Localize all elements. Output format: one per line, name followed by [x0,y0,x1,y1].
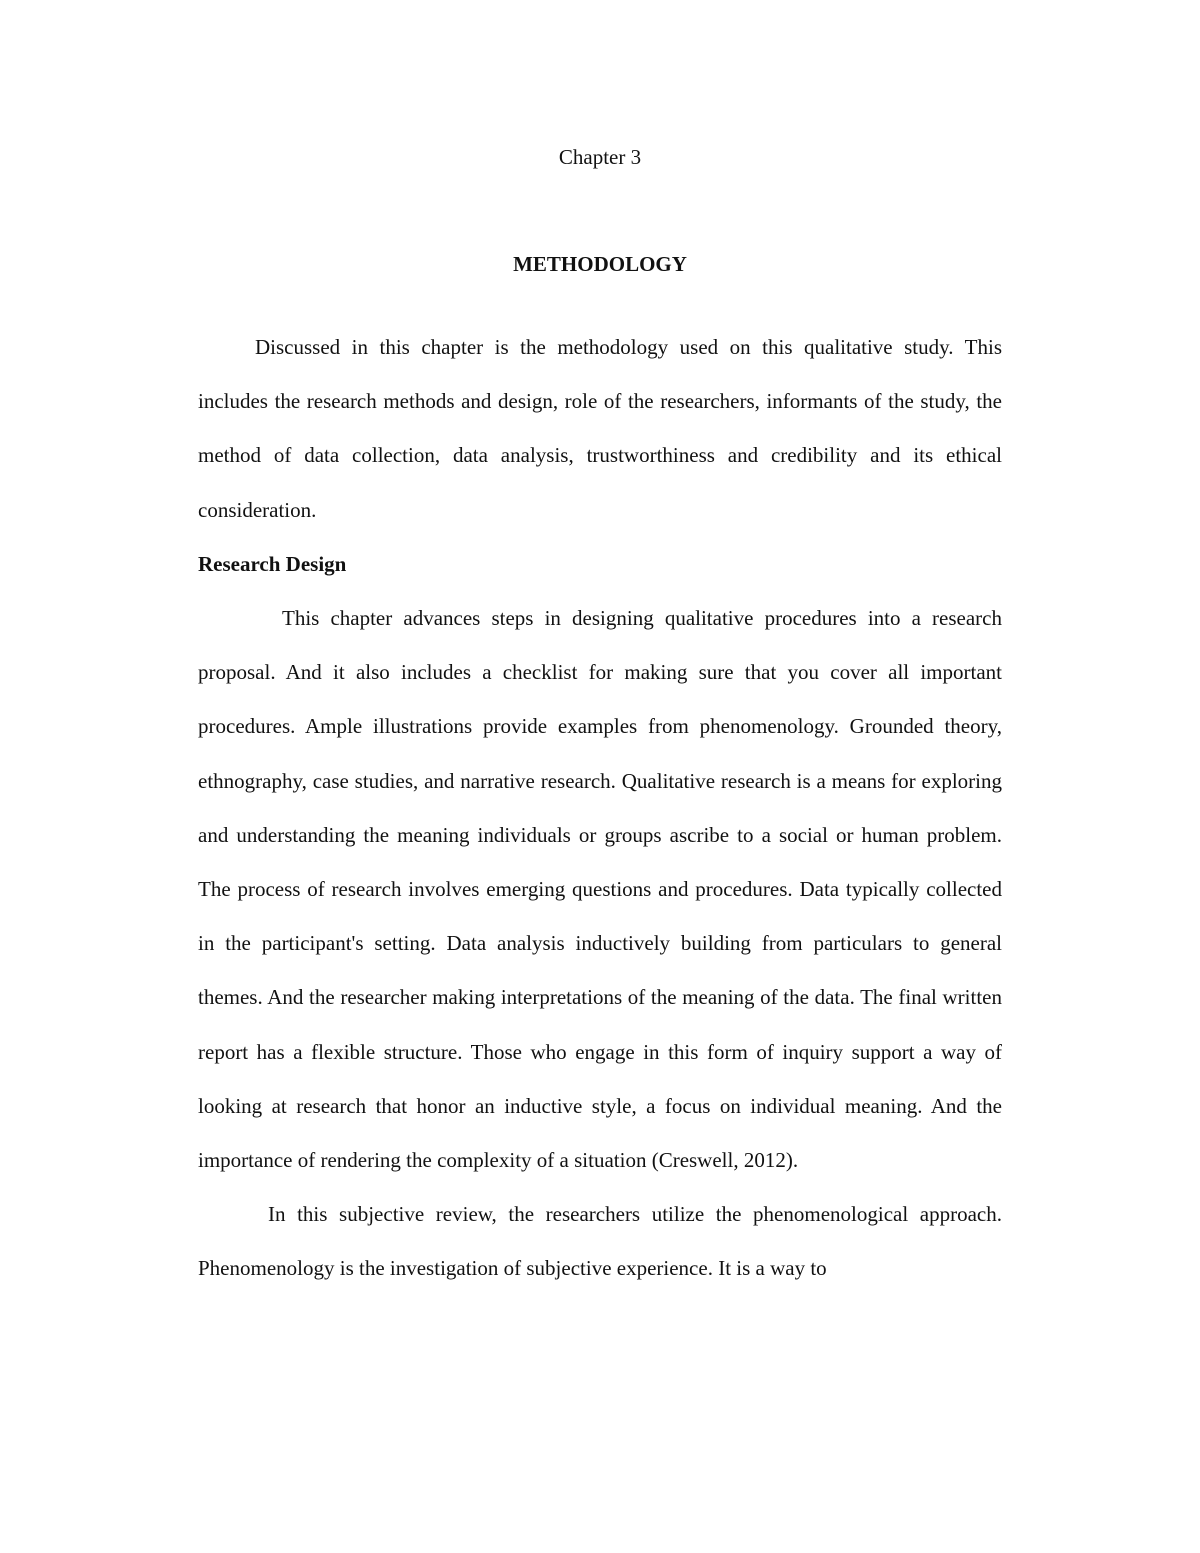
intro-paragraph: Discussed in this chapter is the methodology used on this qualitative study. This includes the research methods and design, role of the researchers, informants of the study, the method of data collection, data analysis, trustworthiness and credibility and its ethical consideration. [198,335,1002,522]
research-design-paragraph: This chapter advances steps in designing qualitative procedures into a research proposal. And it also includes a checklist for making sure that you cover all important procedures. Ample illustrations provide examples from phenomenology. Grounded theory, ethnography, case studies, and narrative research. Qualitative research is a means for exploring and understanding the meaning individuals or groups ascribe to a social or human problem. The process of research involves emerging questions and procedures. Data typically collected in the participant's setting. Data analysis inductively building from particulars to general themes. And the researcher making interpretations of the meaning of the data. The final written report has a flexible structure. Those who engage in this form of inquiry support a way of looking at research that honor an inductive style, a focus on individual meaning. And the importance of rendering the complexity of a situation (Creswell, 2012). [198,606,1002,1173]
chapter-title: METHODOLOGY [513,252,687,276]
body-text [198,320,1002,1296]
chapter-label: Chapter 3 [558,145,642,169]
phenomenology-paragraph: In this subjective review, the researchers utilize the phenomenological approach. Phenomenology is the investigation of subjective experience. It is a way to [198,1202,1002,1281]
section-heading-research-design: Research Design [198,551,347,576]
